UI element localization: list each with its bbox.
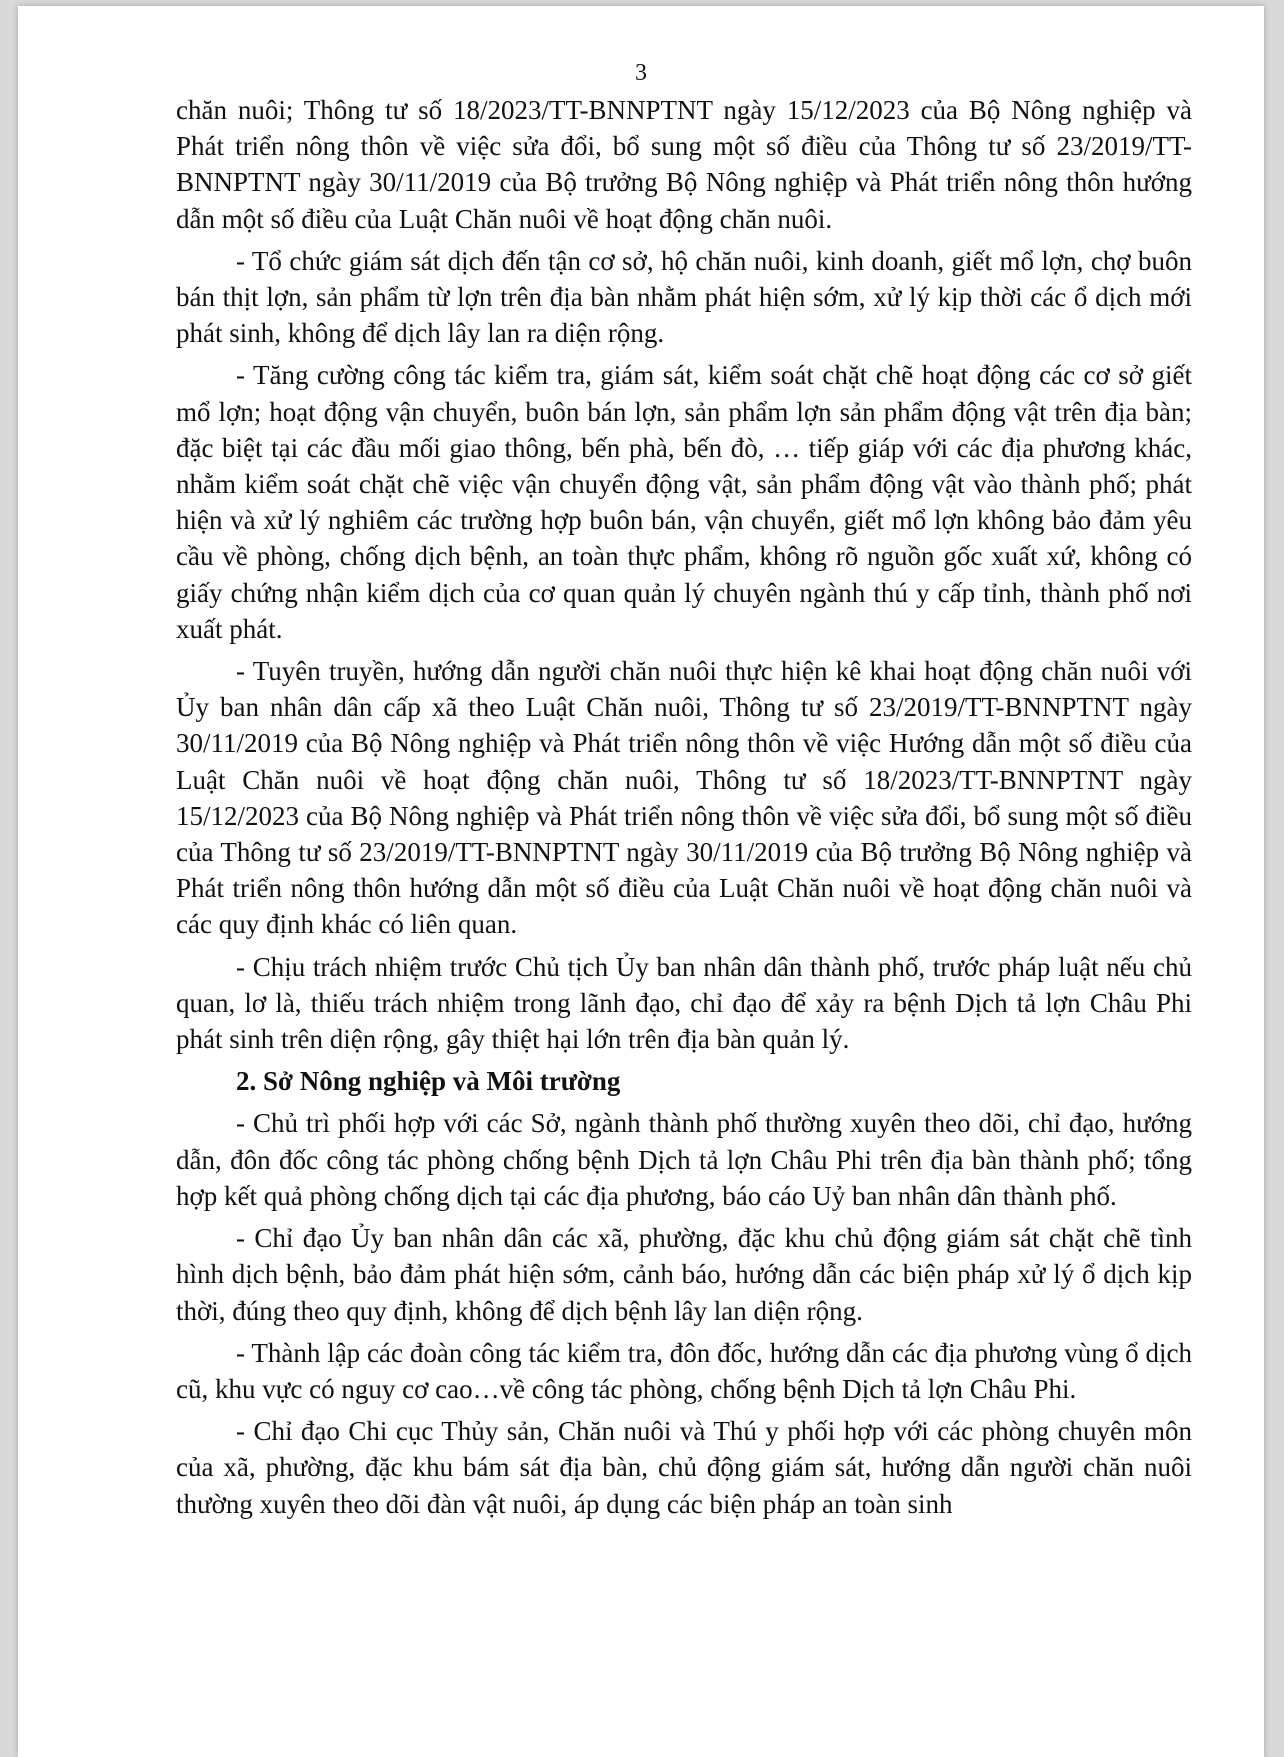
paragraph-inspection-teams: - Thành lập các đoàn công tác kiểm tra, đôn đốc, hướng dẫn các địa phương vùng ổ dịch cũ, khu vực có nguy cơ cao…về công tác phòng, chống bệnh Dịch tả lợn Châu Phi. — [176, 1337, 1192, 1404]
paragraph-responsibility: - Chịu trách nhiệm trước Chủ tịch Ủy ban nhân dân thành phố, trước pháp luật nếu chủ quan, lơ là, thiếu trách nhiệm trong lãnh đạo, chỉ đạo để xảy ra bệnh Dịch tả lợn Châu Phi phát sinh trên diện rộng, gây thiệt hại lớn trên địa bàn quản lý. — [176, 951, 1192, 1055]
document-body — [176, 92, 1192, 1528]
paragraph-continued: chăn nuôi; Thông tư số 18/2023/TT-BNNPTNT ngày 15/12/2023 của Bộ Nông nghiệp và Phát triển nông thôn về việc sửa đổi, bổ sung một số điều của Thông tư số 23/2019/TT-BNNPTNT ngày 30/11/2019 của Bộ trưởng Bộ Nông nghiệp và Phát triển nông thôn hướng dẫn một số điều của Luật Chăn nuôi về hoạt động chăn nuôi. — [176, 95, 1192, 234]
paragraph-disease-surveillance: - Tổ chức giám sát dịch đến tận cơ sở, hộ chăn nuôi, kinh doanh, giết mổ lợn, chợ buôn bán thịt lợn, sản phẩm từ lợn trên địa bàn nhằm phát hiện sớm, xử lý kịp thời các ổ dịch mới phát sinh, không để dịch lây lan ra diện rộng. — [176, 245, 1192, 349]
paragraph-veterinary-subdepartment: - Chỉ đạo Chi cục Thủy sản, Chăn nuôi và Thú y phối hợp với các phòng chuyên môn của xã, phường, đặc khu bám sát địa bàn, chủ động giám sát, hướng dẫn người chăn nuôi thường xuyên theo dõi đàn vật nuôi, áp dụng các biện pháp an toàn sinh — [176, 1416, 1192, 1519]
paragraph-propaganda-guidance: - Tuyên truyền, hướng dẫn người chăn nuôi thực hiện kê khai hoạt động chăn nuôi với Ủy ban nhân dân cấp xã theo Luật Chăn nuôi, Thông tư số 23/2019/TT-BNNPTNT ngày 30/11/2019 của Bộ Nông nghiệp và Phát triển nông thôn về việc Hướng dẫn một số điều của Luật Chăn nuôi về hoạt động chăn nuôi, Thông tư số 18/2023/TT-BNNPTNT ngày 15/12/2023 của Bộ Nông nghiệp và Phát triển nông thôn về việc sửa đổi, bổ sung một số điều của Thông tư số 23/2019/TT-BNNPTNT ngày 30/11/2019 của Bộ trưởng Bộ Nông nghiệp và Phát triển nông thôn hướng dẫn một số điều của Luật Chăn nuôi về hoạt động chăn nuôi và các quy định khác có liên quan. — [176, 656, 1192, 940]
paragraph-coordinate: - Chủ trì phối hợp với các Sở, ngành thành phố thường xuyên theo dõi, chỉ đạo, hướng dẫn, đôn đốc công tác phòng chống bệnh Dịch tả lợn Châu Phi trên địa bàn thành phố; tổng hợp kết quả phòng chống dịch tại các địa phương, báo cáo Uỷ ban nhân dân thành phố. — [176, 1108, 1192, 1211]
paragraph-inspection-control: - Tăng cường công tác kiểm tra, giám sát, kiểm soát chặt chẽ hoạt động các cơ sở giết mổ lợn; hoạt động vận chuyển, buôn bán lợn, sản phẩm lợn sản phẩm động vật trên địa bàn; đặc biệt tại các đầu mối giao thông, bến phà, bến đò, … tiếp giáp với các địa phương khác, nhằm kiểm soát chặt chẽ việc vận chuyển động vật, sản phẩm động vật vào thành phố; phát hiện và xử lý nghiêm các trường hợp buôn bán, vận chuyển, giết mổ lợn không bảo đảm yêu cầu về phòng, chống dịch bệnh, an toàn thực phẩm, không rõ nguồn gốc xuất xứ, không có giấy chứng nhận kiểm dịch của cơ quan quản lý chuyên ngành thú y cấp tỉnh, thành phố nơi xuất phát. — [176, 360, 1192, 644]
paragraph-direct-monitoring: - Chỉ đạo Ủy ban nhân dân các xã, phường, đặc khu chủ động giám sát chặt chẽ tình hình dịch bệnh, bảo đảm phát hiện sớm, cảnh báo, hướng dẫn các biện pháp xử lý ổ dịch kịp thời, đúng theo quy định, không để dịch bệnh lây lan diện rộng. — [176, 1223, 1192, 1326]
page-number: 3 — [635, 60, 647, 86]
document-page — [18, 6, 1264, 1757]
section-heading: 2. Sở Nông nghiệp và Môi trường — [236, 1066, 621, 1097]
